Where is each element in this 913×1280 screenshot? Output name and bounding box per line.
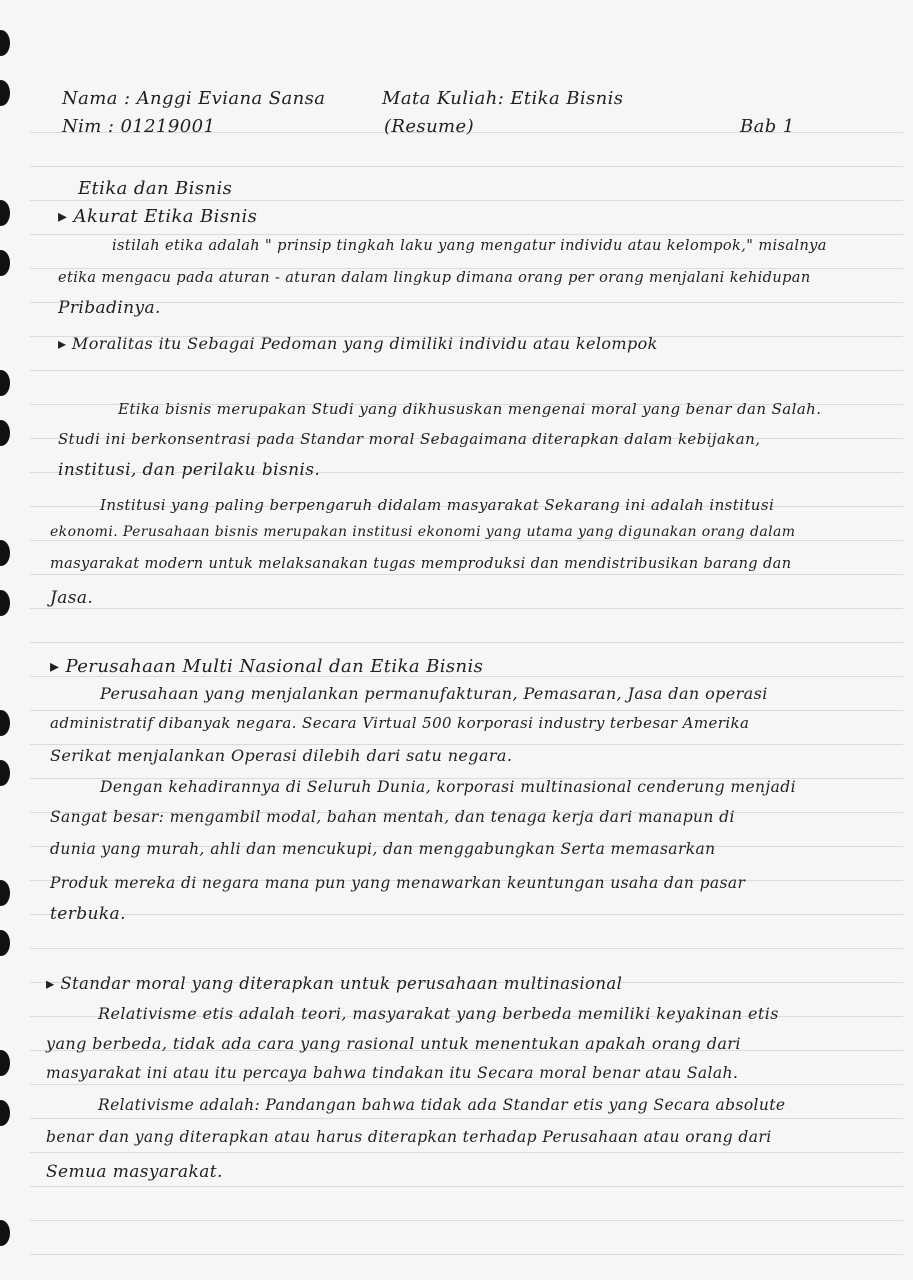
binder-hole — [0, 250, 10, 276]
binder-hole — [0, 420, 10, 446]
text-line: istilah etika adalah " prinsip tingkah laku yang mengatur individu atau kelompok," misalnya — [112, 238, 827, 254]
chapter-label: Bab 1 — [740, 116, 795, 137]
binder-hole — [0, 1050, 10, 1076]
binder-hole — [0, 590, 10, 616]
page-title: Etika dan Bisnis — [78, 178, 233, 199]
text-line: Relativisme etis adalah teori, masyarakat yang berbeda memiliki keyakinan etis — [98, 1004, 779, 1023]
text-line: Institusi yang paling berpengaruh didalam masyarakat Sekarang ini adalah institusi — [100, 496, 775, 514]
binder-hole — [0, 710, 10, 736]
text-line: Serikat menjalankan Operasi dilebih dari satu negara. — [50, 746, 513, 765]
text-line: dunia yang murah, ahli dan mencukupi, dan menggabungkan Serta memasarkan — [50, 840, 716, 858]
text-line: institusi, dan perilaku bisnis. — [58, 460, 321, 480]
binder-hole — [0, 760, 10, 786]
binder-hole — [0, 80, 10, 106]
binder-hole — [0, 930, 10, 956]
student-name: Nama : Anggi Eviana Sansa — [62, 88, 326, 109]
text-line: administratif dibanyak negara. Secara Virtual 500 korporasi industry terbesar Amerika — [50, 714, 750, 732]
text-line: Semua masyarakat. — [46, 1162, 223, 1182]
text-line: Etika bisnis merupakan Studi yang dikhususkan mengenai moral yang benar dan Salah. — [118, 400, 822, 418]
section-heading: ▸ Standar moral yang diterapkan untuk perusahaan multinasional — [46, 974, 623, 993]
text-line: masyarakat modern untuk melaksanakan tugas memproduksi dan mendistribusikan barang dan — [50, 556, 792, 572]
text-line: benar dan yang diterapkan atau harus diterapkan terhadap Perusahaan atau orang dari — [46, 1128, 772, 1146]
course-name: Mata Kuliah: Etika Bisnis — [382, 88, 624, 109]
text-line: etika mengacu pada aturan - aturan dalam lingkup dimana orang per orang menjalani kehidupan — [58, 270, 811, 286]
binder-hole — [0, 200, 10, 226]
section-heading: ▸ Akurat Etika Bisnis — [58, 206, 258, 227]
text-line: Studi ini berkonsentrasi pada Standar moral Sebagaimana diterapkan dalam kebijakan, — [58, 430, 761, 448]
text-line: yang berbeda, tidak ada cara yang rasional untuk menentukan apakah orang dari — [46, 1034, 741, 1053]
document-type: (Resume) — [384, 116, 475, 137]
text-line: Produk mereka di negara mana pun yang menawarkan keuntungan usaha dan pasar — [50, 874, 746, 892]
text-line: terbuka. — [50, 904, 126, 924]
section-heading: ▸ Moralitas itu Sebagai Pedoman yang dimiliki individu atau kelompok — [58, 334, 658, 353]
text-line: Sangat besar: mengambil modal, bahan mentah, dan tenaga kerja dari manapun di — [50, 808, 735, 826]
section-heading: ▸ Perusahaan Multi Nasional dan Etika Bisnis — [50, 656, 484, 677]
text-line: ekonomi. Perusahaan bisnis merupakan institusi ekonomi yang utama yang digunakan orang dalam — [50, 524, 796, 540]
text-line: Perusahaan yang menjalankan permanufakturan, Pemasaran, Jasa dan operasi — [100, 684, 768, 703]
text-line: masyarakat ini atau itu percaya bahwa tindakan itu Secara moral benar atau Salah. — [46, 1064, 739, 1082]
binder-hole — [0, 1100, 10, 1126]
binder-hole — [0, 30, 10, 56]
text-line: Relativisme adalah: Pandangan bahwa tidak ada Standar etis yang Secara absolute — [98, 1096, 786, 1114]
student-nim: Nim : 01219001 — [62, 116, 216, 137]
text-line: Jasa. — [50, 588, 94, 608]
binder-hole — [0, 540, 10, 566]
text-line: Pribadinya. — [58, 298, 161, 318]
binder-hole — [0, 880, 10, 906]
text-line: Dengan kehadirannya di Seluruh Dunia, korporasi multinasional cenderung menjadi — [100, 778, 796, 796]
binder-hole — [0, 370, 10, 396]
binder-hole — [0, 1220, 10, 1246]
